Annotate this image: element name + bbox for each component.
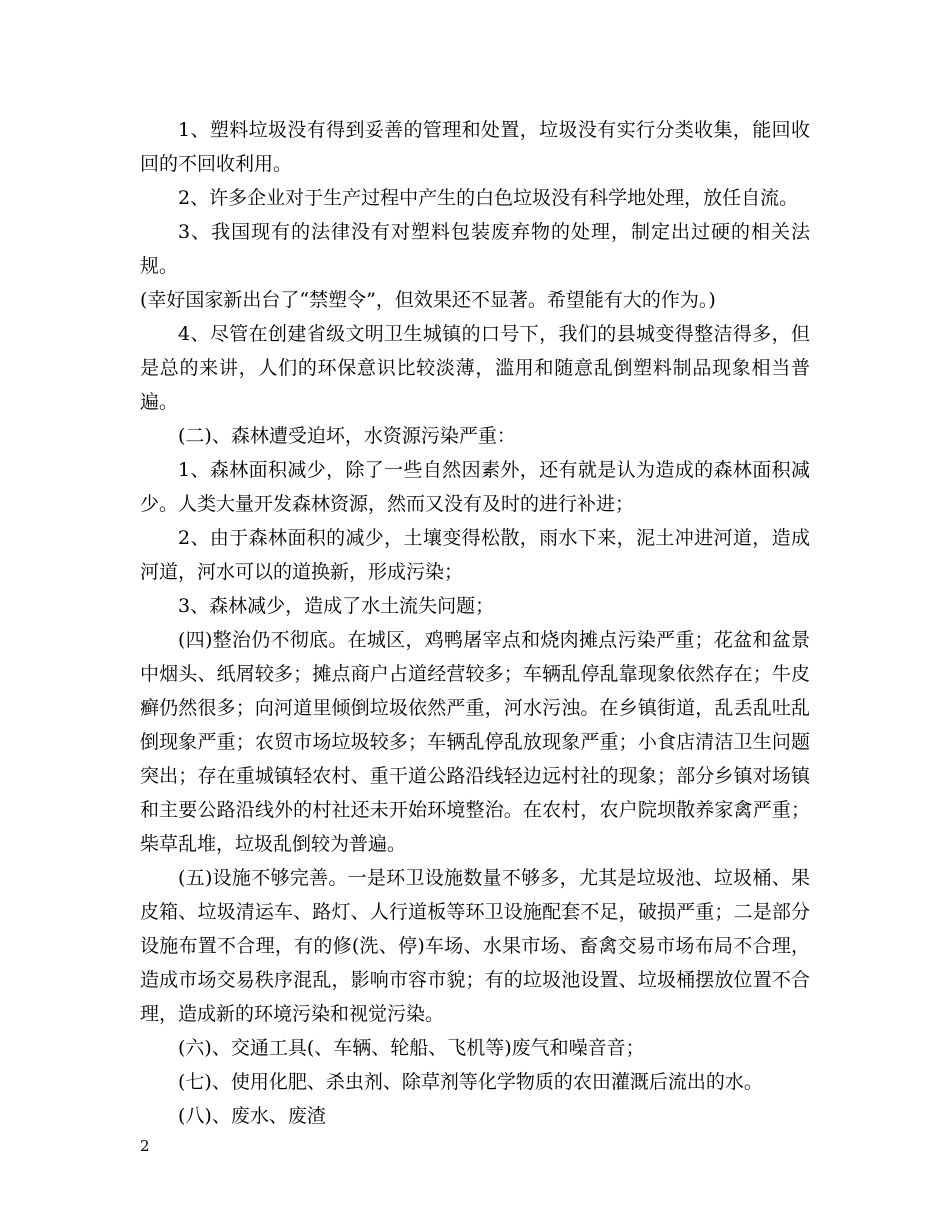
- document-body: [140, 113, 810, 1133]
- paragraph-section-eight: (八)、废水、废渣: [178, 1105, 326, 1127]
- paragraph-forest-1: 1、森林面积减少，除了一些自然因素外，还有就是认为造成的森林面积减少。人类大量开发森林资源，然而又没有及时的进行补进；: [140, 459, 810, 515]
- paragraph-plastic-ban-note: (幸好国家新出台了“禁塑令”，但效果还不显著。希望能有大的作为。): [140, 289, 716, 311]
- page-number: 2: [140, 1137, 150, 1155]
- paragraph-plastic-waste-2: 2、许多企业对于生产过程中产生的白色垃圾没有科学地处理，放任自流。: [178, 187, 799, 209]
- paragraph-plastic-waste-3: 3、我国现有的法律没有对塑料包装废弃物的处理，制定出过硬的相关法规。: [140, 221, 810, 277]
- paragraph-forest-2: 2、由于森林面积的减少，土壤变得松散，雨水下来，泥土冲进河道，造成河道，河水可以的道换新，形成污染；: [140, 527, 810, 583]
- paragraph-section-four: (四)整治仍不彻底。在城区，鸡鸭屠宰点和烧肉摊点污染严重；花盆和盆景中烟头、纸屑较多；摊点商户占道经营较多；车辆乱停乱靠现象依然存在；牛皮癣仍然很多；向河道里倾倒垃圾依然严重，河水污浊。在乡镇街道，乱丢乱吐乱倒现象严重；农贸市场垃圾较多；车辆乱停乱放现象严重；小食店清洁卫生问题突出；存在重城镇轻农村、重干道公路沿线轻边远村社的现象；部分乡镇对场镇和主要公路沿线外的村社还未开始环境整治。在农村，农户院坝散养家禽严重；柴草乱堆，垃圾乱倒较为普遍。: [140, 629, 810, 855]
- paragraph-section-six: (六)、交通工具(、车辆、轮船、飞机等)废气和噪音音；: [178, 1037, 645, 1059]
- section-heading-forest: (二)、森林遭受迫坏，水资源污染严重：: [178, 425, 516, 447]
- paragraph-forest-3: 3、森林减少，造成了水土流失问题；: [178, 595, 495, 617]
- paragraph-plastic-waste-4: 4、尽管在创建省级文明卫生城镇的口号下，我们的县城变得整洁得多，但是总的来讲，人们的环保意识比较淡薄，滥用和随意乱倒塑料制品现象相当普遍。: [140, 323, 810, 413]
- paragraph-section-five: (五)设施不够完善。一是环卫设施数量不够多，尤其是垃圾池、垃圾桶、果皮箱、垃圾清运车、路灯、人行道板等环卫设施配套不足，破损严重；二是部分设施布置不合理，有的修(洗、停)车场、水果市场、畜禽交易市场布局不合理，造成市场交易秩序混乱，影响市容市貌；有的垃圾池设置、垃圾桶摆放位置不合理，造成新的环境污染和视觉污染。: [140, 867, 810, 1025]
- paragraph-section-seven: (七)、使用化肥、杀虫剂、除草剂等化学物质的农田灌溉后流出的水。: [178, 1071, 763, 1093]
- paragraph-plastic-waste-1: 1、塑料垃圾没有得到妥善的管理和处置，垃圾没有实行分类收集，能回收回的不回收利用。: [140, 119, 810, 175]
